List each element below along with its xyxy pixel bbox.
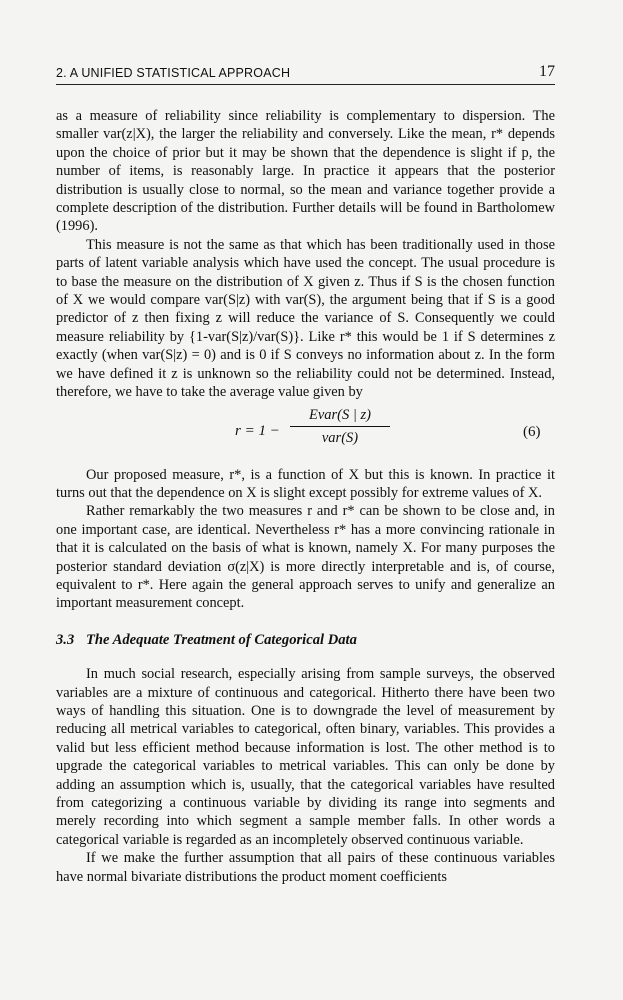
equation-6	[56, 404, 555, 460]
section-number: 3.3	[56, 631, 75, 648]
fraction-bar	[290, 426, 390, 427]
paragraph-5: In much social research, especially arising from sample surveys, the observed variables are a mixture of continuous and categorical. Hitherto there have been two ways of handling this situation. One is to downgrade the level of measurement by reducing all metrical variables to categorical, often binary, variables. This provides a valid but less efficient method because information is lost. The other method is to upgrade the categorical variables to metrical variables. This can only be done by adding an assumption which is, usually, that the categorical variables have resulted from categorizing a continuous variable by dividing its range into segments and merely recording into which segment a sample member falls. In other words a categorical variable is regarded as an incompletely observed continuous variable.	[56, 666, 555, 848]
paragraph-3: Our proposed measure, r*, is a function of X but this is known. In practice it turns out that the dependence on X is slight except possibly for extreme values of X.	[56, 466, 555, 501]
section-heading	[56, 631, 555, 649]
equation-denominator: var(S)	[321, 429, 359, 446]
equation-lhs: r = 1 −	[235, 422, 280, 439]
paragraph-2: This measure is not the same as that which has been traditionally used in those parts of latent variable analysis which have used the concept. The usual procedure is to base the measure on the distribution of X given z. Thus if S is the chosen function of X we would compare var(S|z) with var(S), the argument being that if S is a good predictor of z then fixing z will reduce the variance of S. Consequently we could measure reliability by {1-var(S|z)/var(S)}. Like r* this would be 1 if S determines z exactly (when var(S|z) = 0) and is 0 if S conveys no information about z. In the form we have defined it z is unknown so the reliability could not be determined. Instead, therefore, we have to take the average value given by	[56, 236, 555, 401]
page-number: 17	[539, 63, 555, 80]
paragraph-4: Rather remarkably the two measures r and r* can be shown to be close and, in one important case, are identical. Nevertheless r* has a more convincing rationale in that it is calculated on the basis of what is known, namely X. For many purposes the posterior standard deviation σ(z|X) is more directly interpretable and is, of course, equivalent to r*. Here again the general approach serves to unify and generalize an important measurement concept.	[56, 503, 555, 612]
chapter-title: 2. A UNIFIED STATISTICAL APPROACH	[56, 66, 291, 80]
paragraph-1: as a measure of reliability since reliability is complementary to dispersion. The smaller var(z|X), the larger the reliability and conversely. Like the mean, r* depends upon the choice of prior but it may be shown that the dependence is slight if p, the number of items, is reasonably large. In practice it appears that the posterior distribution is usually close to normal, so the mean and variance together provide a complete description of the distribution. Further details will be found in Bartholomew (1996).	[56, 108, 555, 235]
equation-number: (6)	[523, 423, 541, 440]
running-header	[56, 62, 555, 85]
paragraph-6: If we make the further assumption that all pairs of these continuous variables have normal bivariate distributions the product moment coefficients	[56, 850, 555, 885]
body-text	[56, 107, 555, 886]
section-title: The Adequate Treatment of Categorical Data	[86, 631, 357, 648]
equation-numerator: Evar(S | z)	[309, 406, 371, 423]
equation-fraction	[290, 406, 390, 448]
